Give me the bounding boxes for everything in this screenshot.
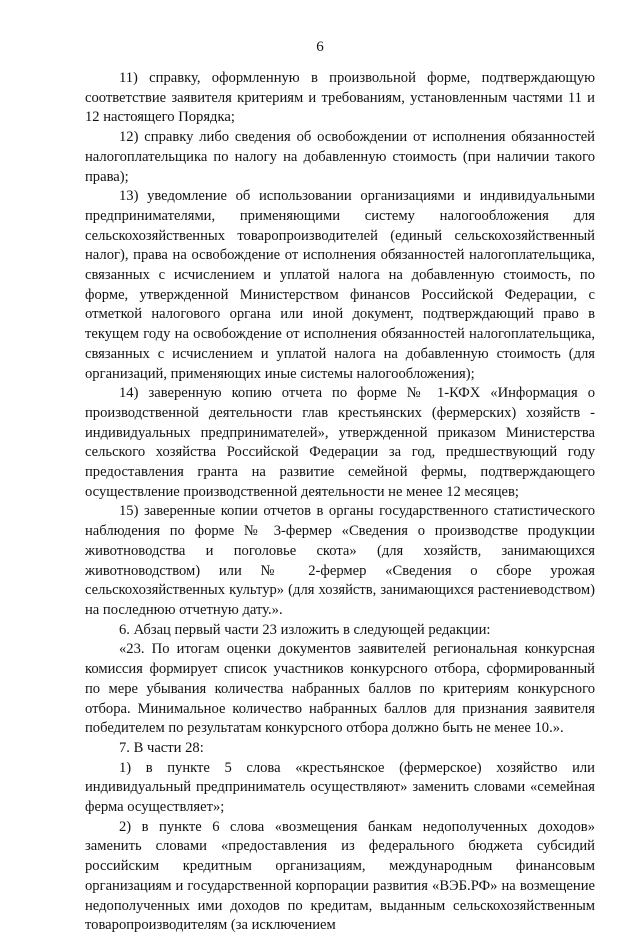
page-number: 6: [316, 39, 324, 55]
paragraph-item-11: 11) справку, оформленную в произвольной форме, подтверждающую соответствие заявителя критериям и требованиям, установленным частями 11 и 12 настоящего Порядка;: [85, 70, 595, 126]
document-body: [85, 69, 595, 936]
paragraph-item-13: 13) уведомление об использовании организациями и индивидуальными предпринимателями, применяющими систему налогообложения для сельскохозяйственных товаропроизводителей (единый сельскохозяйственный налог), права на освобождение от исполнения обязанностей налогоплательщика, связанных с исчислением и уплатой налога на добавленную стоимость, по форме, утвержденной Министерством финансов Российской Федерации, с отметкой налогового органа или иной документ, подтверждающий право в текущем году на освобождение от исполнения обязанностей налогоплательщика, связанных с исчислением и уплатой налога на добавленную стоимость (для организаций, применяющих иные системы налогообложения);: [85, 188, 595, 382]
paragraph-amendment-7: 7. В части 28:: [119, 739, 204, 756]
paragraph-amendment-6: 6. Абзац первый части 23 изложить в следующей редакции:: [119, 621, 491, 638]
paragraph-item-15: 15) заверенные копии отчетов в органы государственного статистического наблюдения по форме № 3-фермер «Сведения о производстве продукции животноводства и поголовье скота» (для хозяйств, занимающихся животноводством) или № 2-фермер «Сведения о сборе урожая сельскохозяйственных культур» (для хозяйств, занимающихся растениеводством) на последнюю отчетную дату.».: [85, 503, 595, 618]
paragraph-part-23: «23. По итогам оценки документов заявителей региональная конкурсная комиссия формирует список участников конкурсного отбора, сформированный по мере убывания количества набранных баллов по критериям конкурсного отбора. Минимальное количество набранных баллов для признания заявителя победителем по результатам конкурсного отбора должно быть не менее 10.».: [85, 641, 595, 737]
paragraph-item-14: 14) заверенную копию отчета по форме № 1-КФХ «Информация о производственной деятельности глав крестьянских (фермерских) хозяйств - индивидуальных предпринимателей», утвержденной приказом Министерства сельского хозяйства Российской Федерации за год, предшествующий году предоставления гранта на развитие семейной фермы, подтверждающего осуществление производственной деятельности не менее 12 месяцев;: [85, 385, 595, 500]
paragraph-point-1: 1) в пункте 5 слова «крестьянское (фермерское) хозяйство или индивидуальный предприниматель осуществляют» заменить словами «семейная ферма осуществляет»;: [85, 759, 595, 816]
paragraph-point-2: 2) в пункте 6 слова «возмещения банкам недополученных доходов» заменить словами «предоставления из федерального бюджета субсидий российским кредитным организациям, международным финансовым организациям и государственной корпорации развития «ВЭБ.РФ» на возмещение недополученных ими доходов по кредитам, выданным сельскохозяйственным товаропроизводителям (за исключением: [85, 818, 595, 934]
paragraph-item-12: 12) справку либо сведения об освобождении от исполнения обязанностей налогоплательщика по налогу на добавленную стоимость (при наличии такого права);: [85, 129, 595, 185]
